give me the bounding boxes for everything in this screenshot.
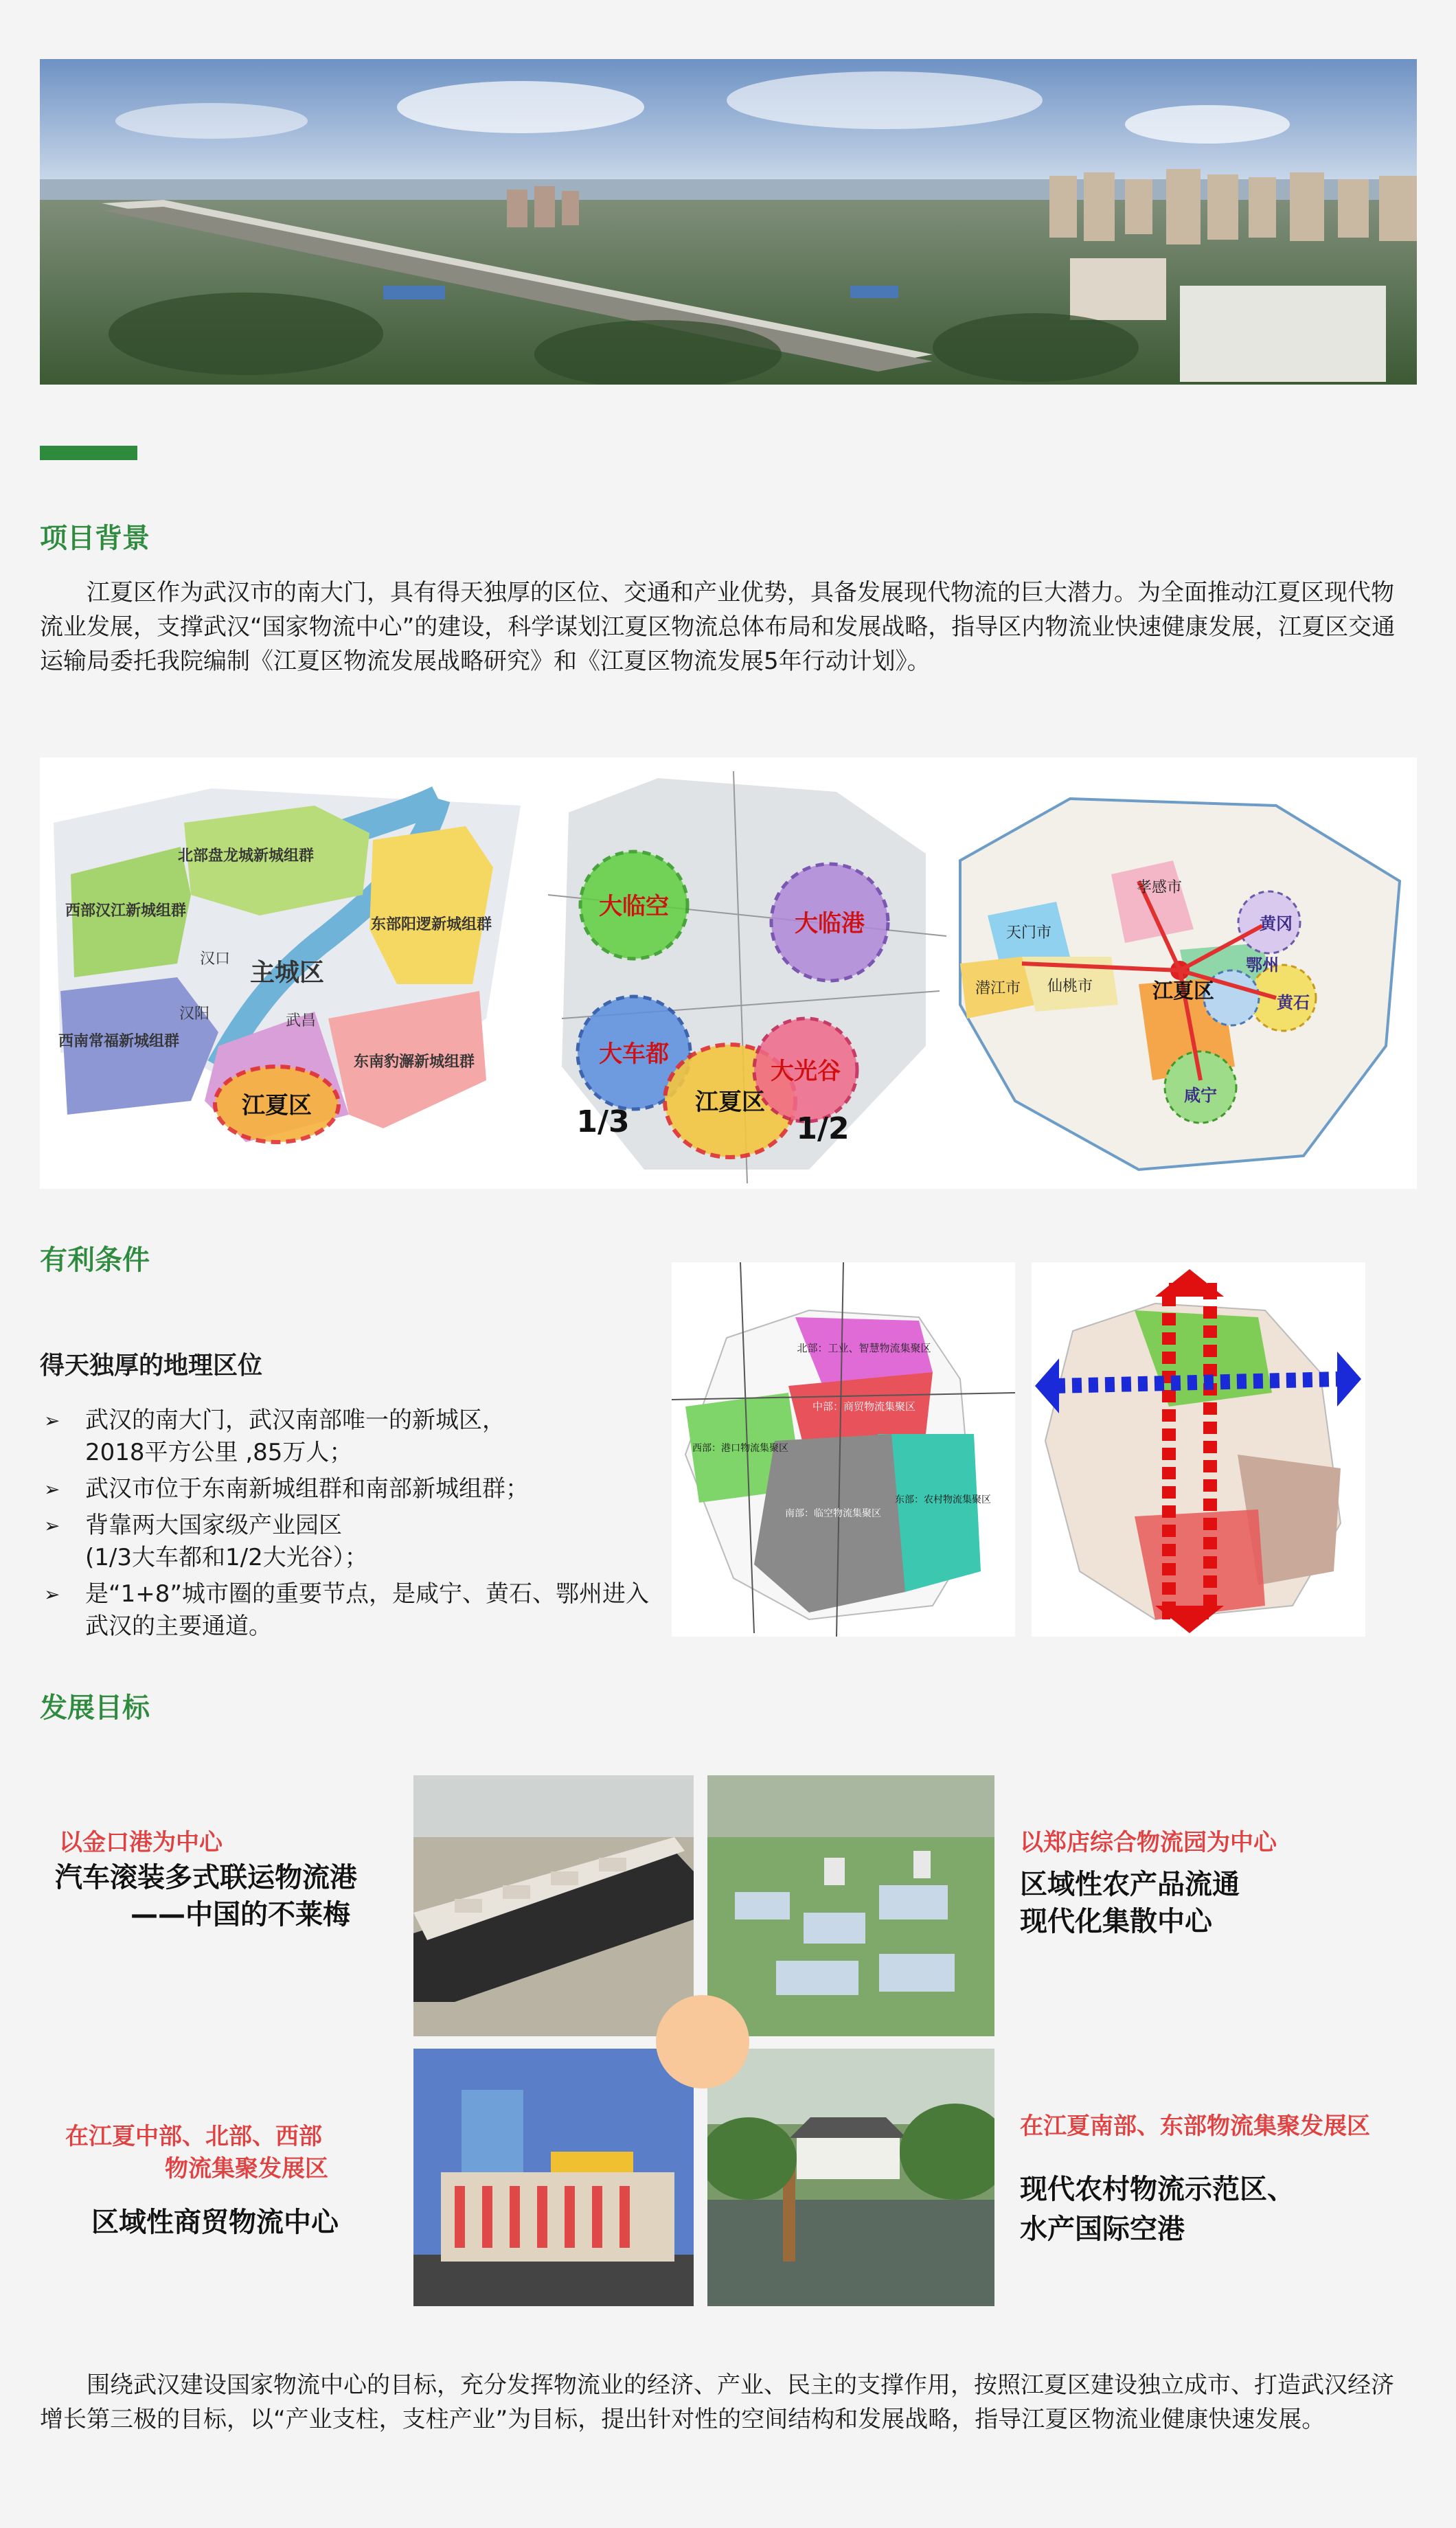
goal2-label: 以郑店综合物流园为中心 <box>1020 1829 1277 1856</box>
section-title-conditions: 有利条件 <box>40 1244 150 1276</box>
map1-label-southwest: 西南常福新城组群 <box>58 1033 180 1050</box>
map1-label-west: 西部汉江新城组群 <box>65 902 187 920</box>
goal4-subtext: 水产国际空港 <box>1020 2213 1185 2245</box>
map1-label-hanyang: 汉阳 <box>179 1005 210 1023</box>
map3-label-xianning: 咸宁 <box>1184 1086 1217 1105</box>
map2-label-guanggu: 大光谷 <box>771 1058 841 1085</box>
map1-label-north: 北部盘龙城新城组群 <box>177 847 315 865</box>
map1-label-east: 东部阳逻新城组群 <box>370 916 492 933</box>
bullet-item: ➢ 武汉市位于东南新城组群和南部新城组群； <box>40 1473 658 1505</box>
map3-label-jiangxia: 江夏区 <box>1152 979 1214 1003</box>
goal2-subtext: 现代化集散中心 <box>1020 1906 1212 1937</box>
map2-label-lingang: 大临港 <box>795 910 865 937</box>
map2-label-jiangxia: 江夏区 <box>695 1089 765 1116</box>
goal1-label: 以金口港为中心 <box>59 1829 223 1856</box>
map3-label-qianjiang: 潜江市 <box>975 980 1021 997</box>
map3-label-huanggang: 黄冈 <box>1260 914 1293 933</box>
zone-label-central: 中部：商贸物流集聚区 <box>812 1400 916 1413</box>
city-groups-map <box>54 788 521 1142</box>
logistics-zones-map <box>672 1262 1015 1637</box>
map2-label-linkong: 大临空 <box>599 893 669 920</box>
section-title-background: 项目背景 <box>40 523 150 554</box>
goals-paragraph: 围绕武汉建设国家物流中心的目标，充分发挥物流业的经济、产业、民主的支撑作用，按照江夏区建设独立成市、打造武汉经济增长第三极的目标，以“产业支柱，支柱产业”为目标，提出针对性的空间结构和发展战略，指导江夏区物流业健康快速发展。 <box>40 2371 1394 2433</box>
photo-trade-center <box>413 2049 694 2306</box>
map3-label-xiaogan: 孝感市 <box>1136 879 1183 896</box>
regional-maps-strip <box>40 758 1417 1189</box>
location-subtitle: 得天独厚的地理区位 <box>40 1352 263 1380</box>
map3-label-huangshi: 黄石 <box>1277 993 1310 1012</box>
map3-label-xiantao: 仙桃市 <box>1047 978 1093 995</box>
zone-label-east: 东部：农村物流集聚区 <box>895 1494 991 1505</box>
map2-label-chedu: 大车都 <box>599 1040 669 1068</box>
photo-logistics-park <box>707 1775 994 2036</box>
section-title-goals: 发展目标 <box>40 1692 150 1724</box>
map1-label-jiangxia: 江夏区 <box>242 1092 312 1119</box>
bullet-item: ➢ 是“1+8”城市圈的重要节点，是咸宁、黄石、鄂州进入武汉的主要通道。 <box>40 1578 658 1643</box>
hero-photo <box>40 59 1417 385</box>
goal4-text: 现代农村物流示范区、 <box>1020 2174 1295 2205</box>
goal1-text: 汽车滚装多式联运物流港 <box>55 1862 357 1893</box>
map2-label-one-third: 1/3 <box>576 1104 630 1139</box>
map3-label-ezhou: 鄂州 <box>1246 955 1279 975</box>
map3-label-tianmen: 天门市 <box>1005 924 1052 942</box>
background-paragraph: 江夏区作为武汉市的南大门，具有得天独厚的区位、交通和产业优势，具备发展现代物流的巨大潜力。为全面推动江夏区现代物流业发展，支撑武汉“国家物流中心”的建设，科学谋划江夏区物流总体布局和发展战略，指导区内物流业快速健康发展，江夏区交通运输局委托我院编制《江夏区物流发展战略研究》和《江夏区物流发展5年行动计划》。 <box>40 579 1396 675</box>
goal3-label: 在江夏中部、北部、西部 <box>65 2123 322 2150</box>
zone-label-west: 西部：港口物流集聚区 <box>692 1443 788 1454</box>
section-accent-bar <box>40 446 137 460</box>
bullet-item: ➢ 背靠两大国家级产业园区 (1/3大车都和1/2大光谷）； <box>40 1510 658 1574</box>
conditions-bullet-list <box>40 1404 658 1647</box>
map2-label-one-half: 1/2 <box>796 1111 850 1146</box>
goal4-label: 在江夏南部、东部物流集聚发展区 <box>1020 2113 1370 2140</box>
photo-car-ship <box>413 1775 694 2036</box>
photo-rural-pond <box>707 2049 994 2306</box>
bullet-item: ➢ 武汉的南大门，武汉南部唯一的新城区， 2018平方公里 ,85万人； <box>40 1404 658 1469</box>
map1-label-southeast: 东南豹澥新城组群 <box>353 1054 475 1071</box>
zone-label-south: 南部：临空物流集聚区 <box>785 1508 881 1519</box>
map1-label-hankou: 汉口 <box>199 950 231 968</box>
goal3-text: 区域性商贸物流中心 <box>91 2207 339 2238</box>
grid-center-circle <box>656 1995 749 2088</box>
goal3-label-line2: 物流集聚发展区 <box>165 2155 328 2183</box>
zone-label-north: 北部：工业、智慧物流集聚区 <box>797 1342 931 1354</box>
map1-label-wuchang: 武昌 <box>285 1012 317 1029</box>
goal2-text: 区域性农产品流通 <box>1020 1869 1240 1900</box>
development-axes-map <box>1032 1262 1365 1637</box>
map1-label-main: 主城区 <box>249 959 325 987</box>
goal1-subtext: ——中国的不莱梅 <box>130 1899 350 1931</box>
